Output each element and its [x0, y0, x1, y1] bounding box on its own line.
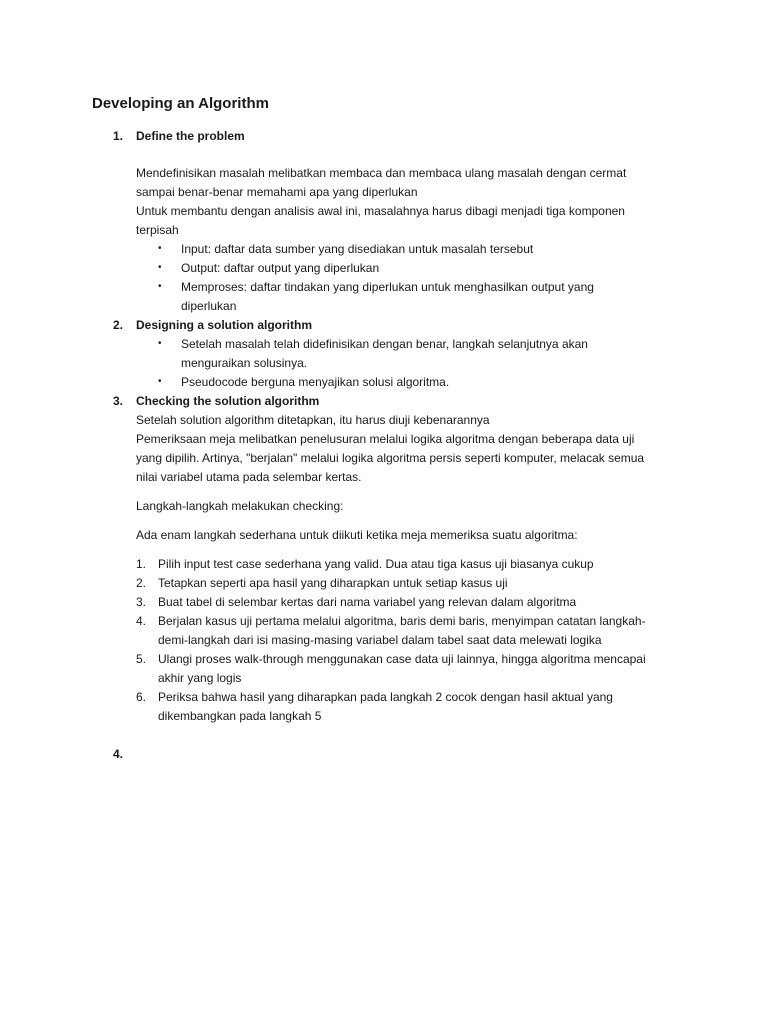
section-1-para-2-line-2: terpisah — [136, 223, 179, 237]
section-1-bullet-process-line-2: diperlukan — [181, 299, 237, 313]
section-3-line-3: yang dipilih. Artinya, "berjalan" melalui logika algoritma persis seperti komputer, melacak semua — [136, 451, 645, 465]
section-3-line-2: Pemeriksaan meja melibatkan penelusuran melalui logika algoritma dengan beberapa data uji — [136, 432, 635, 446]
section-3-number: 3. — [113, 394, 124, 408]
step-number: 4. — [136, 614, 147, 628]
section-1-bullet-process-line-1: Memproses: daftar tindakan yang diperlukan untuk menghasilkan output yang — [181, 280, 594, 294]
step-number: 2. — [136, 576, 147, 590]
step-number: 6. — [136, 690, 147, 704]
step-number: 3. — [136, 595, 147, 609]
section-2-number: 2. — [113, 318, 124, 332]
bullet-icon: • — [158, 376, 162, 387]
steps-intro-2: Ada enam langkah sederhana untuk diikuti ketika meja memeriksa suatu algoritma: — [136, 528, 578, 542]
section-2-bullet-2: Pseudocode berguna menyajikan solusi algoritma. — [181, 375, 450, 389]
section-1-bullet-output: Output: daftar output yang diperlukan — [181, 261, 380, 275]
step-3-text: Buat tabel di selembar kertas dari nama variabel yang relevan dalam algoritma — [158, 595, 577, 609]
bullet-icon: • — [158, 262, 162, 273]
step-6-text-line-2: dikembangkan pada langkah 5 — [158, 709, 322, 723]
step-number: 5. — [136, 652, 147, 666]
step-5-text-line-2: akhir yang logis — [158, 671, 242, 685]
section-1-bullet-input: Input: daftar data sumber yang disediakan untuk masalah tersebut — [181, 242, 534, 256]
section-3-line-4: nilai variabel utama pada selembar kertas. — [136, 470, 362, 484]
step-4-text-line-2: demi-langkah dari isi masing-masing variabel dalam tabel saat data melewati logika — [158, 633, 602, 647]
section-2-heading: Designing a solution algorithm — [136, 318, 313, 332]
section-1-para-1-line-1: Mendefinisikan masalah melibatkan membaca dan membaca ulang masalah dengan cermat — [136, 166, 627, 180]
section-4-number: 4. — [113, 747, 124, 761]
step-1-text: Pilih input test case sederhana yang valid. Dua atau tiga kasus uji biasanya cukup — [158, 557, 594, 571]
section-1-para-1-line-2: sampai benar-benar memahami apa yang diperlukan — [136, 185, 418, 199]
step-4-text-line-1: Berjalan kasus uji pertama melalui algoritma, baris demi baris, menyimpan catatan langkah- — [158, 614, 646, 628]
section-1-para-2-line-1: Untuk membantu dengan analisis awal ini, masalahnya harus dibagi menjadi tiga komponen — [136, 204, 625, 218]
section-1-number: 1. — [113, 129, 124, 143]
step-5-text-line-1: Ulangi proses walk-through menggunakan case data uji lainnya, hingga algoritma mencapai — [158, 652, 646, 666]
section-3-heading: Checking the solution algorithm — [136, 394, 320, 408]
section-3-line-1: Setelah solution algorithm ditetapkan, itu harus diuji kebenarannya — [136, 413, 490, 427]
section-1-heading: Define the problem — [136, 129, 245, 143]
section-2-bullet-1-line-1: Setelah masalah telah didefinisikan dengan benar, langkah selanjutnya akan — [181, 337, 588, 351]
document-title: Developing an Algorithm — [92, 95, 269, 112]
section-2-bullet-1-line-2: menguraikan solusinya. — [181, 356, 308, 370]
bullet-icon: • — [158, 338, 162, 349]
bullet-icon: • — [158, 281, 162, 292]
step-6-text-line-1: Periksa bahwa hasil yang diharapkan pada langkah 2 cocok dengan hasil aktual yang — [158, 690, 613, 704]
bullet-icon: • — [158, 243, 162, 254]
steps-intro: Langkah-langkah melakukan checking: — [136, 499, 344, 513]
step-2-text: Tetapkan seperti apa hasil yang diharapkan untuk setiap kasus uji — [158, 576, 508, 590]
step-number: 1. — [136, 557, 147, 571]
